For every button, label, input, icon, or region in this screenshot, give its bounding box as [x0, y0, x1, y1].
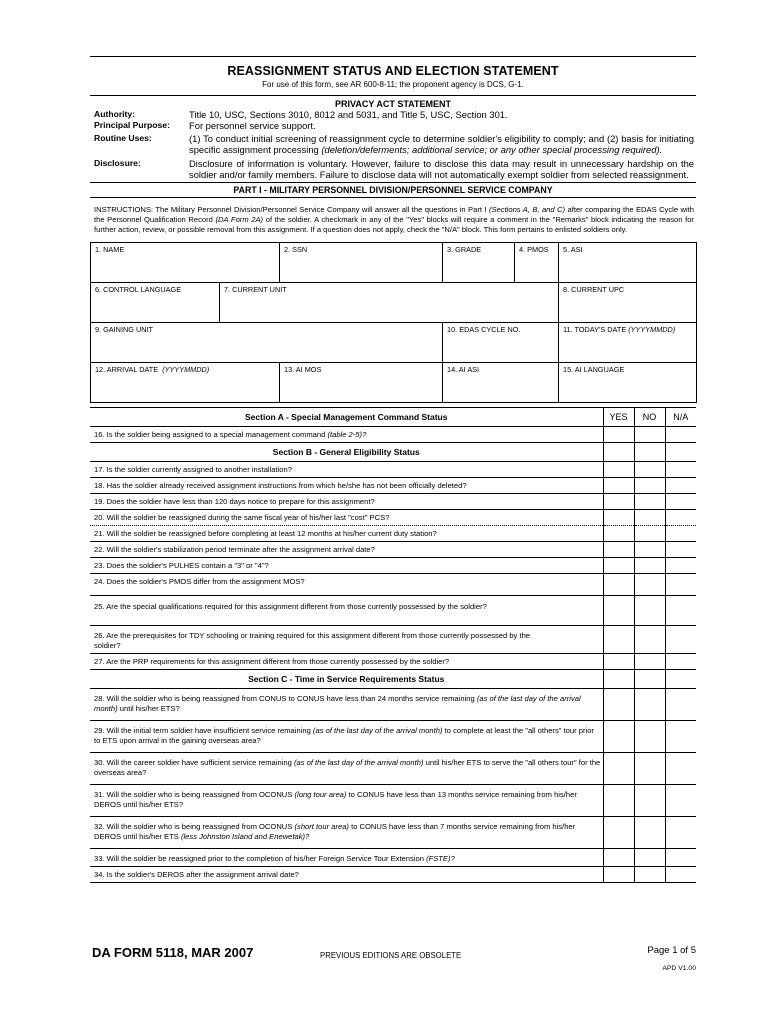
yes-checkbox[interactable]	[603, 557, 634, 573]
na-checkbox[interactable]	[665, 720, 696, 752]
privacy-label: Principal Purpose:	[94, 120, 170, 130]
part1-title: PART I - MILITARY PERSONNEL DIVISION/PERSONNEL SERVICE COMPANY	[90, 182, 696, 198]
question-text: 19. Does the soldier have less than 120 days notice to prepare for this assignment?	[90, 493, 603, 509]
question-text: 18. Has the soldier already received assignment instructions from which he/she has not been officially deleted?	[90, 477, 603, 493]
form-number: DA FORM 5118, MAR 2007	[92, 945, 254, 960]
question-row	[90, 866, 696, 882]
na-checkbox[interactable]	[665, 541, 696, 557]
yes-checkbox[interactable]	[603, 848, 634, 866]
no-checkbox[interactable]	[634, 541, 665, 557]
question-row	[90, 525, 696, 541]
yes-checkbox[interactable]	[603, 816, 634, 848]
privacy-text: Disclosure of information is voluntary. However, failure to disclose this data may result in unnecessary hardship on the soldier and/or family members. Failure to disclose data will not automatically exempt soldier from selected reassignment.	[189, 158, 694, 180]
yes-checkbox[interactable]	[603, 720, 634, 752]
yes-column-header: YES	[603, 407, 634, 426]
previous-editions-note: PREVIOUS EDITIONS ARE OBSOLETE	[320, 951, 462, 960]
na-checkbox[interactable]	[665, 573, 696, 595]
no-checkbox[interactable]	[634, 848, 665, 866]
todays-date-field[interactable]: 11. TODAY'S DATE (YYYYMMDD)	[559, 322, 697, 362]
pmos-field[interactable]: 4. PMOS	[515, 242, 559, 282]
question-text: 25. Are the special qualifications required for this assignment different from those currently possessed by the soldier?	[90, 595, 603, 625]
na-checkbox[interactable]	[665, 688, 696, 720]
yes-checkbox[interactable]	[603, 625, 634, 653]
yes-checkbox[interactable]	[603, 866, 634, 882]
yes-checkbox[interactable]	[603, 477, 634, 493]
question-text: 22. Will the soldier's stabilization period terminate after the assignment arrival date?	[90, 541, 603, 557]
question-text: 21. Will the soldier be reassigned before completing at least 12 months at his/her current duty station?	[90, 525, 603, 541]
question-row	[90, 752, 696, 784]
question-row	[90, 493, 696, 509]
question-row	[90, 625, 696, 653]
privacy-text: (1) To conduct initial screening of reassignment cycle to determine soldier's eligibility to comply; and (2) basis for initiating specific assignment processing (deletion/deferments; additional service; or any other special processing required).	[189, 133, 694, 155]
gaining-unit-field[interactable]: 9. GAINING UNIT	[91, 322, 443, 362]
page-number: Page 1 of 5	[647, 945, 696, 956]
privacy-text: Title 10, USC, Sections 3010, 8012 and 5031, and Title 5, USC, Section 301.	[189, 109, 508, 120]
ai-mos-field[interactable]: 13. AI MOS	[280, 362, 443, 402]
no-checkbox[interactable]	[634, 426, 665, 442]
question-text: 28. Will the soldier who is being reassigned from CONUS to CONUS have less than 24 months service remaining (as of the last day of the arrival month) until his/her ETS?	[90, 688, 603, 720]
section-c-header	[90, 669, 696, 688]
question-row	[90, 426, 696, 442]
question-text: 30. Will the career soldier have sufficient service remaining (as of the last day of the arrival month) until his/her ETS to serve the "all others tour" for the overseas area?	[90, 752, 603, 784]
na-checkbox[interactable]	[665, 625, 696, 653]
question-row	[90, 688, 696, 720]
question-row	[90, 720, 696, 752]
question-text: 16. Is the soldier being assigned to a special management command (table 2-5)?	[90, 426, 603, 442]
no-checkbox[interactable]	[634, 720, 665, 752]
current-upc-field[interactable]: 8. CURRENT UPC	[559, 282, 697, 322]
privacy-row-disclosure	[90, 158, 696, 180]
question-row	[90, 557, 696, 573]
question-row	[90, 509, 696, 525]
na-checkbox[interactable]	[665, 525, 696, 541]
question-text: 26. Are the prerequisites for TDY schooling or training required for this assignment different from those currently possessed by the soldier?	[90, 625, 603, 653]
question-text: 29. Will the initial term soldier have insufficient service remaining (as of the last day of the arrival month) to complete at least the "all others" tour prior to ETS upon arrival in the gaining overseas area?	[90, 720, 603, 752]
no-checkbox[interactable]	[634, 525, 665, 541]
no-checkbox[interactable]	[634, 509, 665, 525]
na-checkbox[interactable]	[665, 595, 696, 625]
control-language-field[interactable]: 6. CONTROL LANGUAGE	[91, 282, 220, 322]
privacy-act-statement	[90, 95, 696, 180]
privacy-label: Routine Uses:	[94, 133, 152, 143]
no-checkbox[interactable]	[634, 461, 665, 477]
na-checkbox[interactable]	[665, 557, 696, 573]
questions-table	[90, 407, 696, 883]
no-checkbox[interactable]	[634, 557, 665, 573]
na-checkbox[interactable]	[665, 752, 696, 784]
ai-asi-field[interactable]: 14. AI ASI	[443, 362, 559, 402]
question-row	[90, 477, 696, 493]
question-row	[90, 573, 696, 595]
no-checkbox[interactable]	[634, 752, 665, 784]
yes-checkbox[interactable]	[603, 509, 634, 525]
na-checkbox[interactable]	[665, 784, 696, 816]
section-b-title: Section B - General Eligibility Status	[90, 442, 603, 461]
na-column-header: N/A	[665, 407, 696, 426]
apd-version: APD V1.00	[662, 965, 696, 972]
form-page	[90, 56, 696, 883]
question-text: 20. Will the soldier be reassigned during the same fiscal year of his/her last "cost" PCS?	[90, 509, 603, 525]
yes-checkbox[interactable]	[603, 752, 634, 784]
privacy-row-authority	[90, 109, 696, 120]
question-text: 27. Are the PRP requirements for this assignment different from those currently possessed by the soldier?	[90, 653, 603, 669]
no-checkbox[interactable]	[634, 688, 665, 720]
personnel-fields	[90, 242, 697, 403]
na-checkbox[interactable]	[665, 477, 696, 493]
section-a-header	[90, 407, 696, 426]
arrival-date-field[interactable]: 12. ARRIVAL DATE (YYYYMMDD)	[91, 362, 280, 402]
ssn-field[interactable]: 2. SSN	[280, 242, 443, 282]
question-row	[90, 816, 696, 848]
form-subtitle: For use of this form, see AR 600-8-11; the proponent agency is DCS, G-1.	[262, 80, 524, 89]
no-checkbox[interactable]	[634, 866, 665, 882]
no-checkbox[interactable]	[634, 477, 665, 493]
question-row	[90, 461, 696, 477]
no-checkbox[interactable]	[634, 573, 665, 595]
na-checkbox[interactable]	[665, 493, 696, 509]
question-row	[90, 595, 696, 625]
privacy-heading: PRIVACY ACT STATEMENT	[334, 99, 451, 109]
section-c-title: Section C - Time in Service Requirements Status	[90, 669, 603, 688]
question-text: 33. Will the soldier be reassigned prior to the completion of his/her Foreign Service Tour Extension (FSTE)?	[90, 848, 603, 866]
no-checkbox[interactable]	[634, 625, 665, 653]
question-text: 17. Is the soldier currently assigned to another installation?	[90, 461, 603, 477]
privacy-label: Disclosure:	[94, 158, 141, 168]
na-checkbox[interactable]	[665, 866, 696, 882]
no-checkbox[interactable]	[634, 493, 665, 509]
no-checkbox[interactable]	[634, 653, 665, 669]
question-text: 34. Is the soldier's DEROS after the assignment arrival date?	[90, 866, 603, 882]
ai-language-field[interactable]: 15. AI LANGUAGE	[559, 362, 697, 402]
privacy-label: Authority:	[94, 109, 136, 119]
yes-checkbox[interactable]	[603, 426, 634, 442]
question-text: 24. Does the soldier's PMOS differ from the assignment MOS?	[90, 573, 603, 595]
no-checkbox[interactable]	[634, 816, 665, 848]
na-checkbox[interactable]	[665, 509, 696, 525]
section-b-header	[90, 442, 696, 461]
yes-checkbox[interactable]	[603, 541, 634, 557]
name-field[interactable]: 1. NAME	[91, 242, 280, 282]
question-row	[90, 541, 696, 557]
na-checkbox[interactable]	[665, 653, 696, 669]
section-a-title: Section A - Special Management Command Status	[90, 407, 603, 426]
question-row	[90, 784, 696, 816]
privacy-text: For personnel service support.	[189, 120, 316, 131]
yes-checkbox[interactable]	[603, 493, 634, 509]
no-checkbox[interactable]	[634, 595, 665, 625]
na-checkbox[interactable]	[665, 816, 696, 848]
yes-checkbox[interactable]	[603, 525, 634, 541]
question-text: 31. Will the soldier who is being reassigned from OCONUS (long tour area) to CONUS have less than 13 months service remaining from his/her DEROS until his/her ETS?	[90, 784, 603, 816]
question-row	[90, 848, 696, 866]
instructions: INSTRUCTIONS: The Military Personnel Division/Personnel Service Company will answer all the questions in Part I (Sections A, B, and C) after comparing the EDAS Cycle with the Personnel Qualification Record (DA Form 2A) of the soldier. A checkmark in any of the "Yes" blocks will require a comment in the "Remarks" block indicating the reason for further action, review, or possible removal from this assignment. If a question does not apply, check the "N/A" block. This form pertains to enlisted soldiers only.	[94, 205, 694, 235]
question-text: 23. Does the soldier's PULHES contain a "3" or "4"?	[90, 557, 603, 573]
asi-field[interactable]: 5. ASI	[559, 242, 697, 282]
privacy-row-purpose	[90, 120, 696, 131]
na-checkbox[interactable]	[665, 848, 696, 866]
yes-checkbox[interactable]	[603, 784, 634, 816]
question-row	[90, 653, 696, 669]
yes-checkbox[interactable]	[603, 573, 634, 595]
na-checkbox[interactable]	[665, 426, 696, 442]
yes-checkbox[interactable]	[603, 688, 634, 720]
top-rule	[90, 56, 696, 57]
yes-checkbox[interactable]	[603, 595, 634, 625]
no-column-header: NO	[634, 407, 665, 426]
no-checkbox[interactable]	[634, 784, 665, 816]
yes-checkbox[interactable]	[603, 653, 634, 669]
form-title: REASSIGNMENT STATUS AND ELECTION STATEMENT	[227, 64, 559, 78]
na-checkbox[interactable]	[665, 461, 696, 477]
question-text: 32. Will the soldier who is being reassigned from OCONUS (short tour area) to CONUS have less than 7 months service remaining from his/her DEROS until his/her ETS (less Johnston Island and Enewetak)?	[90, 816, 603, 848]
yes-checkbox[interactable]	[603, 461, 634, 477]
edas-cycle-field[interactable]: 10. EDAS CYCLE NO.	[443, 322, 559, 362]
grade-field[interactable]: 3. GRADE	[443, 242, 515, 282]
privacy-row-routine	[90, 133, 696, 155]
current-unit-field[interactable]: 7. CURRENT UNIT	[220, 282, 559, 322]
